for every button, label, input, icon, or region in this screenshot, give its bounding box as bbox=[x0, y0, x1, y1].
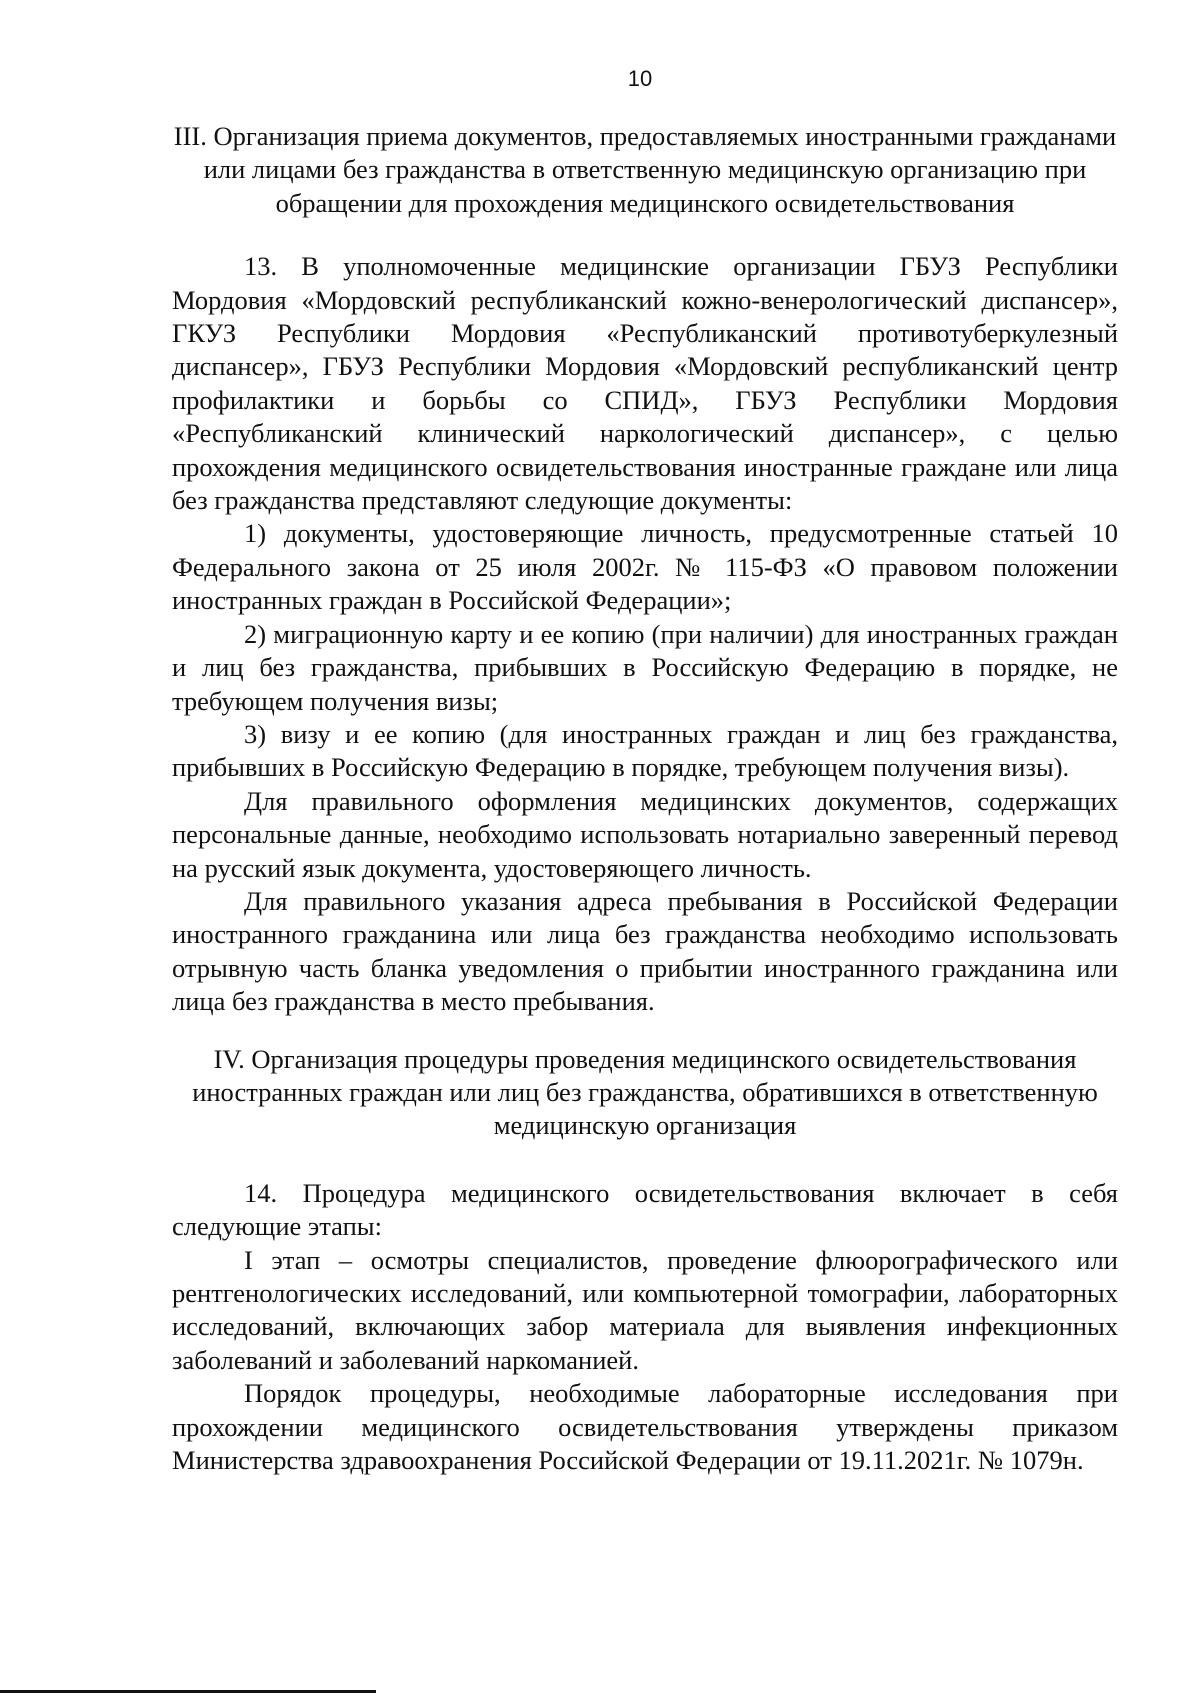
document-body bbox=[172, 120, 1118, 1477]
stage-1-paragraph: I этап – осмотры специалистов, проведение флюорографического или рентгенологических исследований, или компьютерной томографии, лабораторных исследований, включающих забор материала для выявления инфекционных заболеваний и заболеваний наркоманией. bbox=[172, 1244, 1118, 1375]
section-4-heading: IV. Организация процедуры проведения медицинского освидетельствования иностранных граждан или лиц без гражданства, обратившихся в ответственную медицинскую организация bbox=[192, 1043, 1098, 1141]
page-number: 10 bbox=[627, 66, 653, 91]
list-item-3: 3) визу и ее копию (для иностранных граждан и лиц без гражданства, прибывших в Российскую Федерацию в порядке, требующем получения визы). bbox=[172, 718, 1118, 783]
footnote-divider bbox=[0, 1690, 376, 1693]
paragraph-14: 14. Процедура медицинского освидетельствования включает в себя следующие этапы: bbox=[172, 1177, 1118, 1242]
paragraph-13: 13. В уполномоченные медицинские организации ГБУЗ Республики Мордовия «Мордовский республиканский кожно-венерологический диспансер», ГКУЗ Республики Мордовия «Республиканский противотуберкулезный диспансер», ГБУЗ Республики Мордовия «Мордовский республиканский центр профилактики и борьбы со СПИД», ГБУЗ Республики Мордовия «Республиканский клинический наркологический диспансер», с целью прохождения медицинского освидетельствования иностранные граждане или лица без гражданства представляют следующие документы: bbox=[172, 251, 1118, 516]
procedure-order-paragraph: Порядок процедуры, необходимые лабораторные исследования при прохождении медицинского освидетельствования утверждены приказом Министерства здравоохранения Российской Федерации от 19.11.2021г. № 1079н. bbox=[172, 1378, 1118, 1476]
list-item-2: 2) миграционную карту и ее копию (при наличии) для иностранных граждан и лиц без гражданства, прибывших в Российскую Федерацию в порядке, не требующем получения визы; bbox=[172, 618, 1118, 716]
paragraph-translation: Для правильного оформления медицинских документов, содержащих персональные данные, необходимо использовать нотариально заверенный перевод на русский язык документа, удостоверяющего личность. bbox=[172, 785, 1118, 883]
paragraph-address: Для правильного указания адреса пребывания в Российской Федерации иностранного гражданина или лица без гражданства необходимо использовать отрывную часть бланка уведомления о прибытии иностранного гражданина или лица без гражданства в место пребывания. bbox=[172, 885, 1118, 1017]
section-3-heading: III. Организация приема документов, предоставляемых иностранными гражданами или лицами без гражданства в ответственную медицинскую организацию при обращении для прохождения медицинского освидетельствования bbox=[173, 121, 1117, 218]
list-item-1: 1) документы, удостоверяющие личность, предусмотренные статьей 10 Федерального закона от 25 июля 2002г. № 115-ФЗ «О правовом положении иностранных граждан в Российской Федерации»; bbox=[172, 518, 1118, 616]
